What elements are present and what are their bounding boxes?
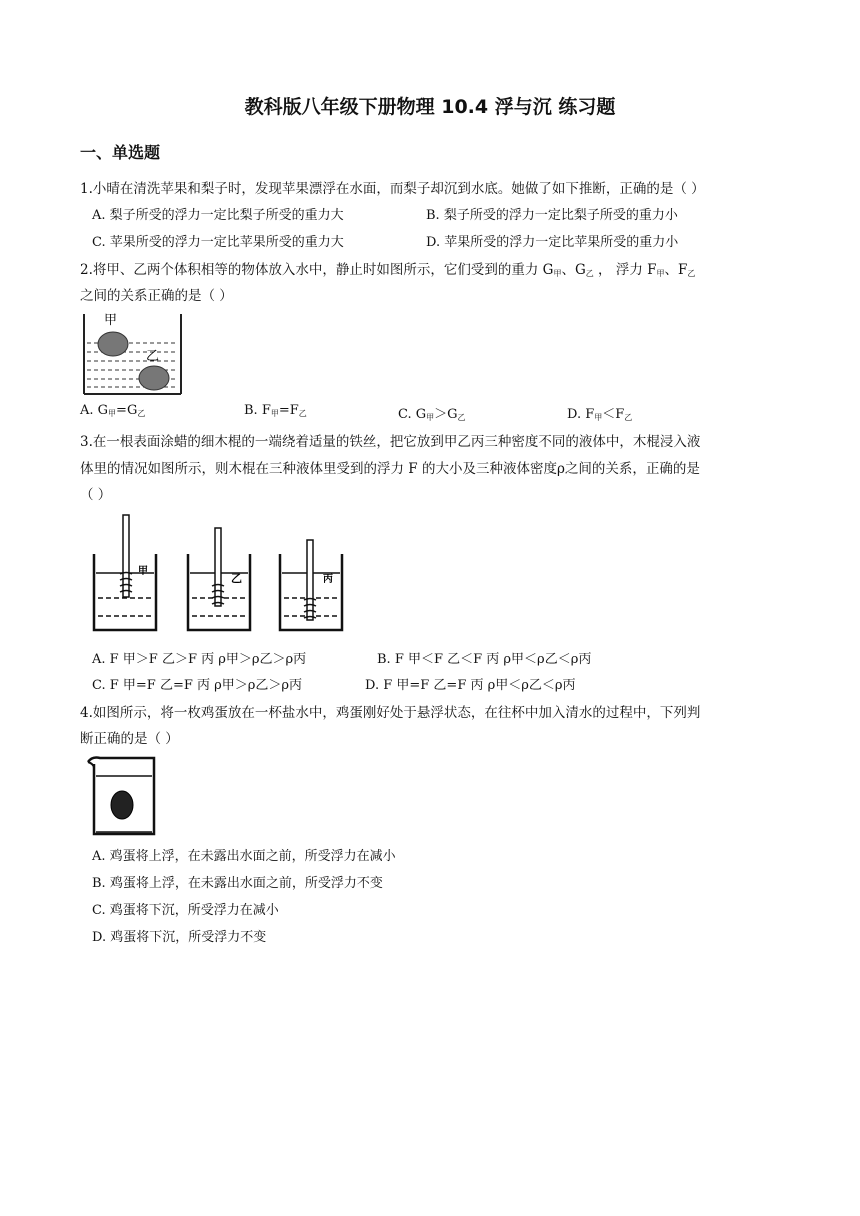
page-title: 教科版八年级下册物理 10.4 浮与沉 练习题	[244, 96, 616, 118]
q4-stem-line2: 断正确的是（ ）	[80, 731, 179, 747]
q1-stem: 1.小晴在清洗苹果和梨子时，发现苹果漂浮在水面，而梨子却沉到水底。她做了如下推断，正确的是（ ）	[80, 181, 705, 197]
q2-figure	[82, 310, 184, 396]
q4-option-a[interactable]: A. 鸡蛋将上浮，在未露出水面之前，所受浮力在减小	[92, 849, 396, 864]
q2-option-c[interactable]: C. $G_甲>G_乙$	[398, 407, 466, 422]
q2-stem-line1: 2.将甲、乙两个体积相等的物体放入水中，静止时如图所示，它们受到的重力 $G_甲$、$G_乙$ ， 浮力 $F_甲$、$F_乙$	[80, 262, 696, 278]
figure-label-yi: 乙	[146, 349, 160, 364]
section-heading: 一、单选题	[80, 143, 161, 162]
q1-option-c[interactable]: C. 苹果所受的浮力一定比苹果所受的重力大	[92, 235, 344, 250]
q1-option-a[interactable]: A. 梨子所受的浮力一定比梨子所受的重力大	[92, 208, 344, 223]
q3-figure	[90, 512, 350, 636]
q3-stem-line3: （ ）	[80, 487, 112, 503]
beaker-label-jia: 甲	[138, 566, 148, 577]
q3-option-c[interactable]: C. F 甲=F 乙=F 丙 ρ甲＞ρ乙＞ρ丙	[92, 678, 303, 693]
q4-option-b[interactable]: B. 鸡蛋将上浮，在未露出水面之前，所受浮力不变	[92, 876, 383, 891]
q3-stem-line2: 体里的情况如图所示，则木棍在三种液体里受到的浮力 F 的大小及三种液体密度ρ之间的关系，正确的是	[80, 461, 700, 477]
q4-option-c[interactable]: C. 鸡蛋将下沉，所受浮力在减小	[92, 903, 279, 918]
q4-stem-line1: 4.如图所示，将一枚鸡蛋放在一杯盐水中，鸡蛋刚好处于悬浮状态，在往杯中加入清水的过程中，下列判	[80, 705, 701, 721]
q4-figure	[84, 754, 164, 838]
figure-label-jia: 甲	[104, 313, 118, 328]
beaker-label-yi: 乙	[231, 572, 242, 585]
q3-option-b[interactable]: B. F 甲＜F 乙＜F 丙 ρ甲＜ρ乙＜ρ丙	[377, 652, 592, 667]
q1-option-b[interactable]: B. 梨子所受的浮力一定比梨子所受的重力小	[426, 208, 678, 223]
q2-stem-line2: 之间的关系正确的是（ ）	[80, 288, 233, 304]
beaker-label-bing: 丙	[323, 574, 333, 585]
q4-option-d[interactable]: D. 鸡蛋将下沉，所受浮力不变	[92, 930, 267, 945]
q3-option-a[interactable]: A. F 甲＞F 乙＞F 丙 ρ甲＞ρ乙＞ρ丙	[92, 652, 307, 667]
q3-stem-line1: 3.在一根表面涂蜡的细木棍的一端绕着适量的铁丝，把它放到甲乙丙三种密度不同的液体中，木棍浸入液	[80, 434, 701, 450]
q2-option-d[interactable]: D. $F_甲<F_乙$	[567, 407, 633, 422]
q3-option-d[interactable]: D. F 甲=F 乙=F 丙 ρ甲＜ρ乙＜ρ丙	[365, 678, 576, 693]
q1-option-d[interactable]: D. 苹果所受的浮力一定比苹果所受的重力小	[426, 235, 679, 250]
q2-option-b[interactable]: B. $F_甲=F_乙$	[244, 403, 307, 418]
q2-option-a[interactable]: A. $G_甲=G_乙$	[80, 403, 146, 418]
